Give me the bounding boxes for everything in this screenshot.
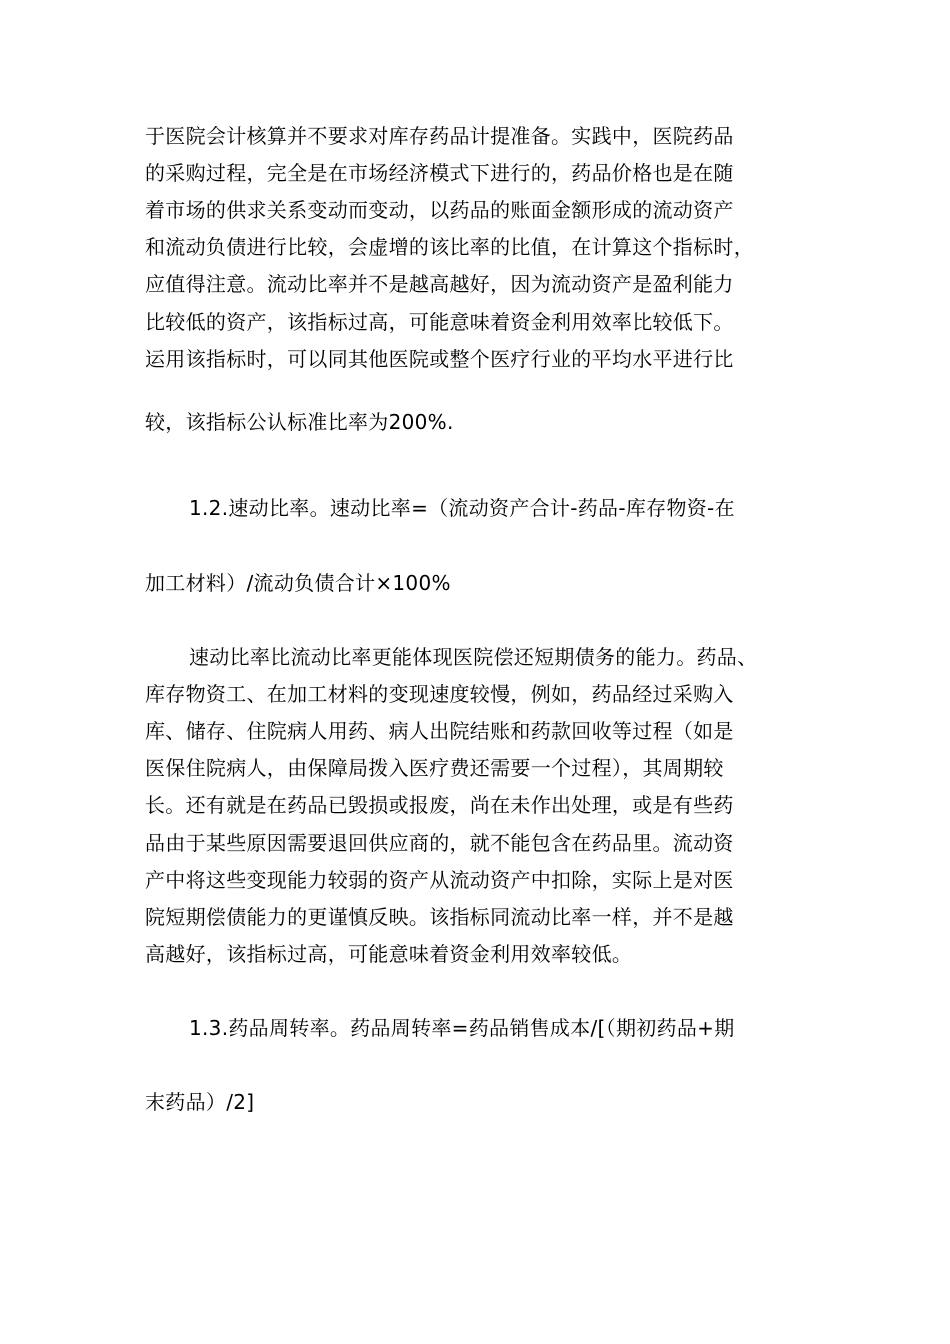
text-line: 比较低的资产，该指标过高，可能意味着资金利用效率比较低下。 <box>145 310 734 334</box>
text-line: 速动比率比流动比率更能体现医院偿还短期债务的能力。药品、 <box>189 645 758 669</box>
text-line: 于医院会计核算并不要求对库存药品计提准备。实践中，医院药品 <box>145 124 734 148</box>
text-line: 运用该指标时，可以同其他医院或整个医疗行业的平均水平进行比 <box>145 347 734 371</box>
text-line: 长。还有就是在药品已毁损或报废，尚在未作出处理，或是有些药 <box>145 793 734 817</box>
heading-line: 1.3.药品周转率。药品周转率=药品销售成本/[（期初药品+期 <box>189 1016 735 1040</box>
text-line: 库存物资工、在加工材料的变现速度较慢，例如，药品经过采购入 <box>145 682 734 706</box>
text-line: 着市场的供求关系变动而变动，以药品的账面金额形成的流动资产 <box>145 198 734 222</box>
text-line: 品由于某些原因需要退回供应商的，就不能包含在药品里。流动资 <box>145 831 734 855</box>
text-line: 库、储存、住院病人用药、病人出院结账和药款回收等过程（如是 <box>145 719 734 743</box>
text-line: 和流动负债进行比较，会虚增的该比率的比值，在计算这个指标时， <box>145 235 754 259</box>
heading-line: 1.2.速动比率。速动比率=（流动资产合计-药品-库存物资-在 <box>189 496 735 520</box>
text-line: 的采购过程，完全是在市场经济模式下进行的，药品价格也是在随 <box>145 161 734 185</box>
text-line: 较，该指标公认标准比率为200%. <box>145 410 454 434</box>
heading-line: 加工材料）/流动负债合计×100% <box>145 571 451 595</box>
heading-line: 末药品）/2] <box>145 1090 255 1114</box>
text-line: 产中将这些变现能力较弱的资产从流动资产中扣除，实际上是对医 <box>145 868 734 892</box>
text-line: 高越好，该指标过高，可能意味着资金利用效率较低。 <box>145 942 633 966</box>
text-line: 医保住院病人，由保障局拨入医疗费还需要一个过程），其周期较 <box>145 756 724 780</box>
text-line: 应值得注意。流动比率并不是越高越好，因为流动资产是盈利能力 <box>145 272 734 296</box>
text-line: 院短期偿债能力的更谨慎反映。该指标同流动比率一样，并不是越 <box>145 905 734 929</box>
